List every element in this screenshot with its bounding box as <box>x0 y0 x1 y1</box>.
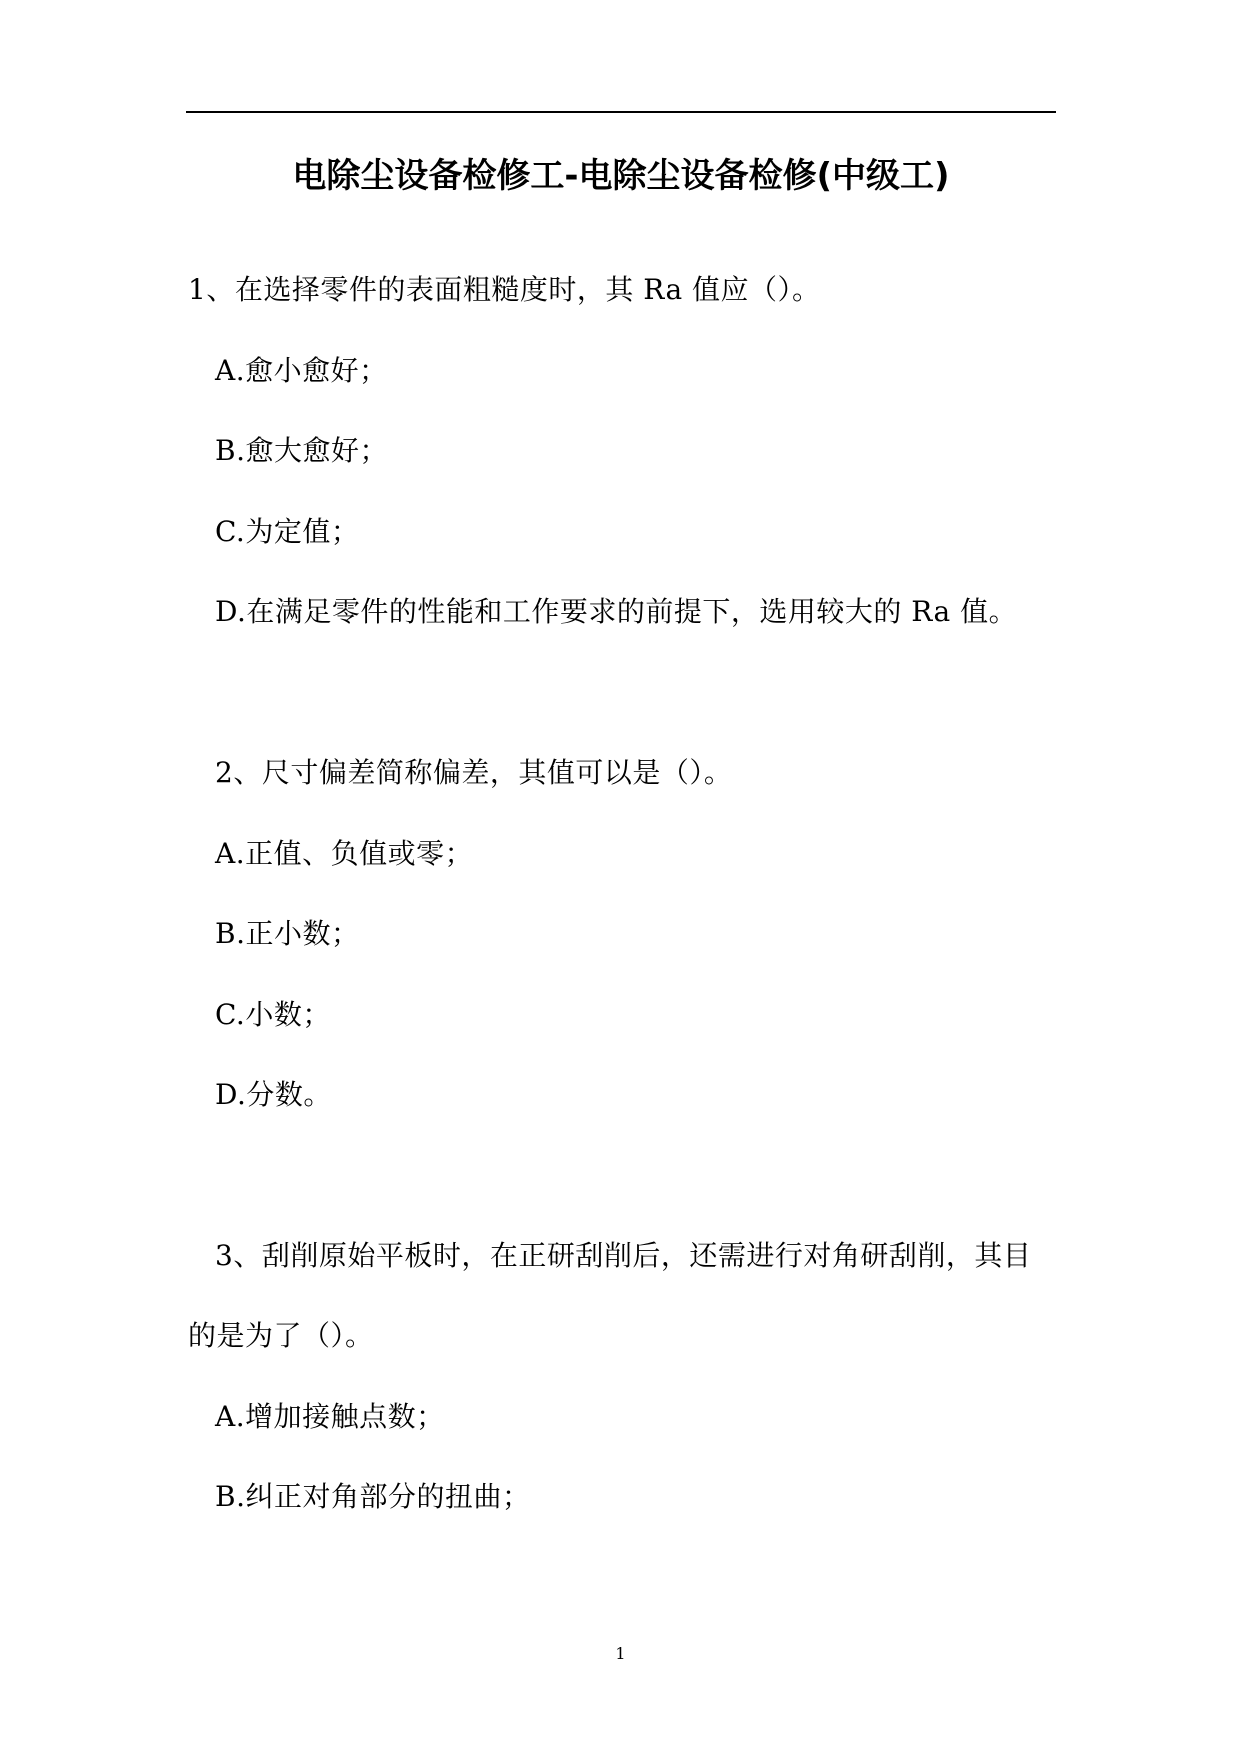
header-rule <box>186 111 1056 113</box>
question-1-option-c: C.为定值； <box>215 515 360 548</box>
document-title: 电除尘设备检修工-电除尘设备检修(中级工) <box>292 156 950 196</box>
question-1-option-b: B.愈大愈好； <box>215 434 388 467</box>
question-2-option-c: C.小数； <box>215 998 331 1031</box>
question-1-stem: 1、在选择零件的表面粗糙度时，其 Ra 值应（）。 <box>188 273 821 306</box>
question-3-stem-line-2: 的是为了（）。 <box>188 1319 374 1352</box>
question-3-option-a: A.增加接触点数； <box>215 1400 445 1433</box>
question-3-option-b: B.纠正对角部分的扭曲； <box>215 1480 531 1513</box>
question-1-option-a: A.愈小愈好； <box>215 354 388 387</box>
page-number: 1 <box>615 1644 626 1663</box>
question-2-stem: 2、尺寸偏差简称偏差，其值可以是（）。 <box>215 756 733 789</box>
question-2-option-b: B.正小数； <box>215 917 360 950</box>
question-2-option-d: D.分数。 <box>215 1078 332 1111</box>
question-2-option-a: A.正值、负值或零； <box>215 837 474 870</box>
question-1-option-d: D.在满足零件的性能和工作要求的前提下，选用较大的 Ra 值。 <box>215 595 1018 628</box>
question-3-stem-line-1: 3、刮削原始平板时，在正研刮削后，还需进行对角研刮削，其目 <box>215 1239 1032 1272</box>
